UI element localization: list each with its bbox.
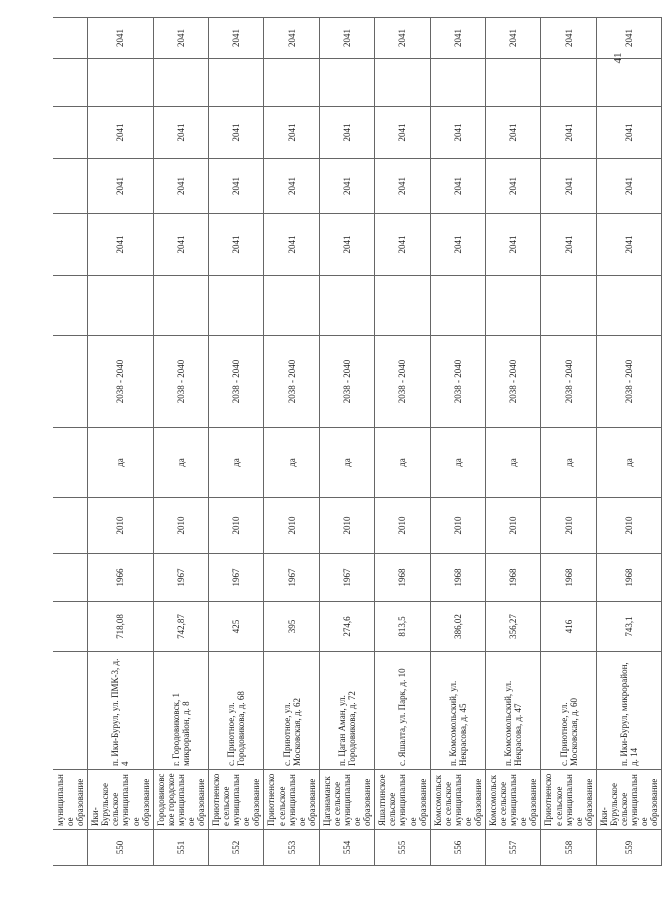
year-2041-cell: 2041 (264, 107, 319, 159)
address-cell: с. Приютное, ул. Московская, д. 62 (264, 652, 319, 770)
year-built-cell: 1968 (541, 554, 596, 602)
year-2041-cell: 2041 (375, 107, 430, 159)
year-2041-cell: 2041 (541, 214, 596, 276)
year-2041-cell: 2041 (319, 214, 374, 276)
empty-cell (88, 276, 153, 336)
municipality-cell: Ики-Бурульское сельское муниципальное образование (88, 770, 153, 830)
flag-cell: да (486, 428, 541, 498)
year-2041-cell: 2041 (430, 214, 485, 276)
flag-cell: да (375, 428, 430, 498)
year-2041-cell: 2041 (596, 159, 661, 214)
year-cell: 2010 (264, 498, 319, 554)
year-cell: 2010 (430, 498, 485, 554)
year-cell: 2010 (88, 498, 153, 554)
year-2041-cell: 2041 (209, 18, 264, 59)
row-number: 550 (88, 830, 153, 866)
period-cell: 2038 - 2040 (209, 336, 264, 428)
municipality-cell: Цаганаманское сельское муниципальное образование (319, 770, 374, 830)
table-row (541, 18, 596, 866)
year-cell: 2010 (541, 498, 596, 554)
address-cell: п. Цаган Аман, ул. Городовикова, д. 72 (319, 652, 374, 770)
year-cell: 2010 (486, 498, 541, 554)
address-cell: с. Приютное, ул. Московская, д. 60 (541, 652, 596, 770)
year-2041-cell: 2041 (88, 18, 153, 59)
table-row (596, 18, 661, 866)
year-2041-cell: 2041 (88, 107, 153, 159)
municipality-cell: Городовиковское городское муниципальное образование (153, 770, 208, 830)
year-built-cell: 1967 (319, 554, 374, 602)
empty-cell (541, 59, 596, 107)
continuation-row (53, 18, 88, 866)
year-2041-cell: 2041 (486, 159, 541, 214)
period-cell: 2038 - 2040 (319, 336, 374, 428)
empty-cell (596, 59, 661, 107)
row-number: 559 (596, 830, 661, 866)
year-2041-cell: 2041 (375, 214, 430, 276)
row-number: 552 (209, 830, 264, 866)
period-cell: 2038 - 2040 (430, 336, 485, 428)
year-2041-cell: 2041 (153, 159, 208, 214)
year-built-cell: 1967 (264, 554, 319, 602)
address-cell: п. Комсомольский, ул. Некрасова, д. 45 (430, 652, 485, 770)
year-2041-cell: 2041 (596, 18, 661, 59)
empty-cell (209, 59, 264, 107)
table-row (375, 18, 430, 866)
municipality-cell: Комсомольское сельское муниципальное образование (486, 770, 541, 830)
municipality-cell: Комсомольское сельское муниципальное образование (430, 770, 485, 830)
year-2041-cell: 2041 (264, 214, 319, 276)
address-cell: г. Городовиковск, 1 микрорайон, д. 8 (153, 652, 208, 770)
year-built-cell: 1967 (209, 554, 264, 602)
empty-cell (541, 276, 596, 336)
year-2041-cell: 2041 (264, 18, 319, 59)
flag-cell: да (88, 428, 153, 498)
empty-cell (375, 276, 430, 336)
continuation-cell: муниципальное образование (53, 770, 88, 830)
row-number: 554 (319, 830, 374, 866)
row-number: 555 (375, 830, 430, 866)
empty-cell (486, 59, 541, 107)
address-cell: п. Ики-Бурул, ул. ПМК-3, д. 4 (88, 652, 153, 770)
table-row (153, 18, 208, 866)
row-number: 553 (264, 830, 319, 866)
row-number: 551 (153, 830, 208, 866)
empty-cell (264, 59, 319, 107)
period-cell: 2038 - 2040 (264, 336, 319, 428)
area-cell: 386,02 (430, 602, 485, 652)
empty-cell (319, 59, 374, 107)
area-cell: 356,27 (486, 602, 541, 652)
table-row (264, 18, 319, 866)
year-2041-cell: 2041 (319, 18, 374, 59)
empty-cell (209, 276, 264, 336)
area-cell: 743,1 (596, 602, 661, 652)
area-cell: 274,6 (319, 602, 374, 652)
flag-cell: да (430, 428, 485, 498)
period-cell: 2038 - 2040 (596, 336, 661, 428)
year-cell: 2010 (209, 498, 264, 554)
table-row (486, 18, 541, 866)
year-cell: 2010 (153, 498, 208, 554)
municipality-cell: Ики-Бурульское сельское муниципальное образование (596, 770, 661, 830)
period-cell: 2038 - 2040 (88, 336, 153, 428)
empty-cell (319, 276, 374, 336)
flag-cell: да (596, 428, 661, 498)
empty-cell (375, 59, 430, 107)
address-cell: с. Приютное, ул. Городовикова, д. 68 (209, 652, 264, 770)
empty-cell (153, 59, 208, 107)
empty-cell (264, 276, 319, 336)
year-2041-cell: 2041 (541, 159, 596, 214)
empty-cell (596, 276, 661, 336)
year-2041-cell: 2041 (153, 107, 208, 159)
municipality-cell: Приютненское сельское муниципальное образование (541, 770, 596, 830)
year-2041-cell: 2041 (209, 159, 264, 214)
period-cell: 2038 - 2040 (486, 336, 541, 428)
year-2041-cell: 2041 (375, 18, 430, 59)
year-cell: 2010 (375, 498, 430, 554)
year-2041-cell: 2041 (486, 107, 541, 159)
table-body (53, 18, 662, 866)
year-built-cell: 1968 (430, 554, 485, 602)
year-2041-cell: 2041 (486, 18, 541, 59)
period-cell: 2038 - 2040 (375, 336, 430, 428)
rotated-page-content (53, 18, 660, 866)
municipality-cell: Приютненское сельское муниципальное образование (264, 770, 319, 830)
year-built-cell: 1968 (596, 554, 661, 602)
flag-cell: да (153, 428, 208, 498)
empty-cell (486, 276, 541, 336)
area-cell: 395 (264, 602, 319, 652)
empty-cell (88, 59, 153, 107)
year-2041-cell: 2041 (319, 107, 374, 159)
empty-cell (153, 276, 208, 336)
year-2041-cell: 2041 (153, 18, 208, 59)
table-row (209, 18, 264, 866)
municipality-cell: Яшалтинское сельское муниципальное образование (375, 770, 430, 830)
year-cell: 2010 (596, 498, 661, 554)
year-2041-cell: 2041 (541, 107, 596, 159)
year-2041-cell: 2041 (430, 159, 485, 214)
period-cell: 2038 - 2040 (541, 336, 596, 428)
flag-cell: да (264, 428, 319, 498)
year-2041-cell: 2041 (88, 159, 153, 214)
year-2041-cell: 2041 (486, 214, 541, 276)
empty-cell (430, 59, 485, 107)
year-2041-cell: 2041 (153, 214, 208, 276)
address-cell: п. Комсомольский, ул. Некрасова, д. 47 (486, 652, 541, 770)
address-cell: с. Яшалта, ул. Парк, д. 10 (375, 652, 430, 770)
year-cell: 2010 (319, 498, 374, 554)
flag-cell: да (541, 428, 596, 498)
year-2041-cell: 2041 (319, 159, 374, 214)
area-cell: 416 (541, 602, 596, 652)
year-2041-cell: 2041 (209, 107, 264, 159)
area-cell: 813,5 (375, 602, 430, 652)
year-built-cell: 1967 (153, 554, 208, 602)
period-cell: 2038 - 2040 (153, 336, 208, 428)
year-2041-cell: 2041 (209, 214, 264, 276)
year-2041-cell: 2041 (88, 214, 153, 276)
area-cell: 425 (209, 602, 264, 652)
row-number: 557 (486, 830, 541, 866)
year-2041-cell: 2041 (375, 159, 430, 214)
table-row (430, 18, 485, 866)
table-row (88, 18, 153, 866)
flag-cell: да (209, 428, 264, 498)
year-2041-cell: 2041 (596, 107, 661, 159)
page-number: 41 (612, 52, 624, 64)
area-cell: 718,08 (88, 602, 153, 652)
year-2041-cell: 2041 (430, 18, 485, 59)
table-row (319, 18, 374, 866)
area-cell: 742,87 (153, 602, 208, 652)
municipality-cell: Приютненское сельское муниципальное образование (209, 770, 264, 830)
housing-program-table (53, 17, 662, 866)
year-2041-cell: 2041 (541, 18, 596, 59)
year-built-cell: 1966 (88, 554, 153, 602)
year-2041-cell: 2041 (596, 214, 661, 276)
year-built-cell: 1968 (486, 554, 541, 602)
year-2041-cell: 2041 (264, 159, 319, 214)
row-number: 556 (430, 830, 485, 866)
row-number: 558 (541, 830, 596, 866)
flag-cell: да (319, 428, 374, 498)
empty-cell (430, 276, 485, 336)
year-2041-cell: 2041 (430, 107, 485, 159)
year-built-cell: 1968 (375, 554, 430, 602)
address-cell: п. Ики-Бурул, микрорайон, д. 14 (596, 652, 661, 770)
